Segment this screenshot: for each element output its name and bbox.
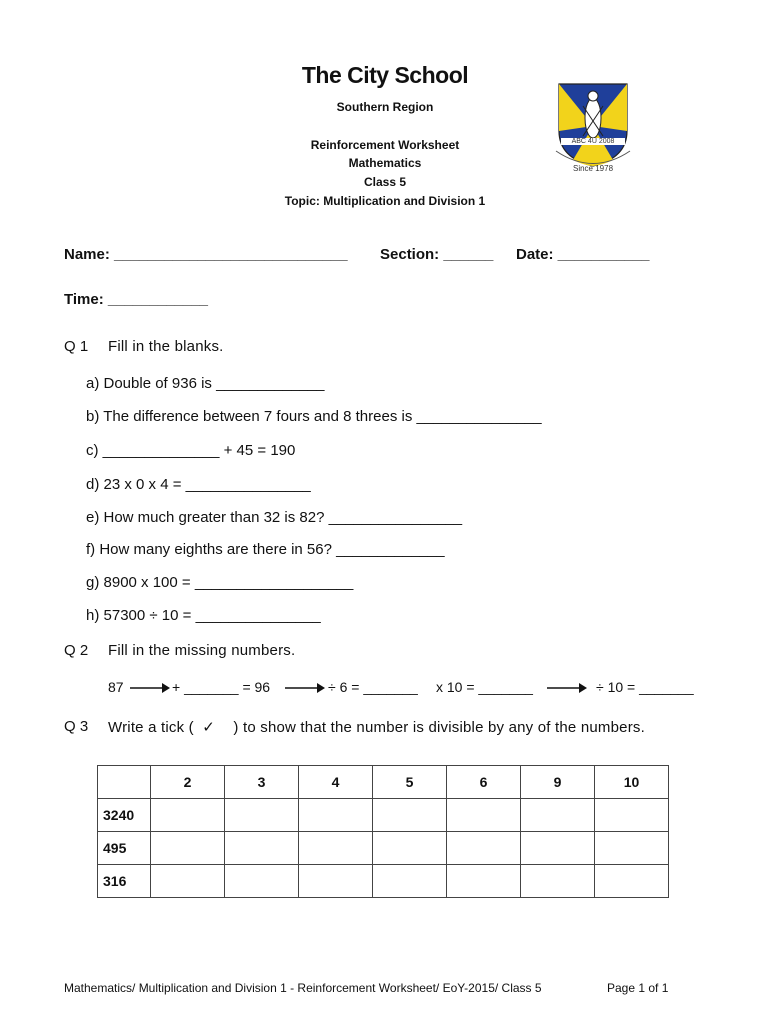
table-row	[98, 865, 669, 898]
worksheet-title: Reinforcement Worksheet	[310, 138, 460, 152]
q3-text-before: Write a tick (	[108, 719, 194, 736]
checkmark-icon: ✓	[202, 719, 216, 736]
q1-item-c: c) ______________ + 45 = 190	[86, 442, 296, 459]
column-header: 2	[151, 766, 225, 799]
answer-cell[interactable]	[225, 865, 299, 898]
q1-item-f: f) How many eighths are there in 56? _____________	[86, 541, 445, 558]
class-text: Class 5	[363, 175, 407, 189]
q2-step-2: ÷ 6 = _______	[328, 679, 418, 695]
date-field: Date: ___________	[516, 246, 650, 263]
arrow-right-icon	[285, 682, 325, 694]
school-logo	[553, 76, 633, 176]
answer-cell[interactable]	[521, 832, 595, 865]
answer-cell[interactable]	[595, 799, 669, 832]
q1-item-e: e) How much greater than 32 is 82? ________________	[86, 509, 463, 526]
q1-item-h: h) 57300 ÷ 10 = _______________	[86, 607, 321, 624]
answer-cell[interactable]	[521, 865, 595, 898]
page-number: Page 1 of 1	[607, 981, 669, 995]
q2-step-3: x 10 = _______	[436, 679, 533, 695]
q1-item-g: g) 8900 x 100 = ___________________	[86, 574, 354, 591]
answer-cell[interactable]	[225, 799, 299, 832]
q2-start-number: 87	[108, 679, 124, 695]
logo-since: Since 1978	[572, 164, 614, 173]
q2-number: Q 2	[64, 642, 89, 659]
school-title: The City School	[301, 62, 469, 88]
answer-cell[interactable]	[299, 799, 373, 832]
answer-cell[interactable]	[373, 832, 447, 865]
column-header: 4	[299, 766, 373, 799]
table-row	[98, 832, 669, 865]
column-header: 9	[521, 766, 595, 799]
q1-instruction: Fill in the blanks.	[108, 338, 224, 355]
subject-text: Mathematics	[348, 156, 422, 170]
column-header: 3	[225, 766, 299, 799]
answer-cell[interactable]	[151, 865, 225, 898]
answer-cell[interactable]	[373, 799, 447, 832]
answer-cell[interactable]	[373, 865, 447, 898]
row-label: 3240	[98, 799, 151, 832]
section-field: Section: ______	[380, 246, 494, 263]
q3-instruction	[108, 718, 645, 736]
q1-item-d: d) 23 x 0 x 4 = _______________	[86, 476, 311, 493]
q1-item-a: a) Double of 936 is _____________	[86, 375, 325, 392]
answer-cell[interactable]	[151, 832, 225, 865]
footer-text: Mathematics/ Multiplication and Division 1 - Reinforcement Worksheet/ EoY-2015/ Class 5	[64, 981, 542, 995]
q1-number: Q 1	[64, 338, 89, 355]
topic-text: Topic: Multiplication and Division 1	[284, 194, 486, 208]
q2-step-1: + _______ = 96	[172, 679, 271, 695]
table-row	[98, 799, 669, 832]
divisibility-table	[97, 765, 669, 898]
answer-cell[interactable]	[299, 832, 373, 865]
answer-cell[interactable]	[595, 832, 669, 865]
table-corner-cell	[98, 766, 151, 799]
column-header: 10	[595, 766, 669, 799]
arrow-right-icon	[547, 682, 587, 694]
answer-cell[interactable]	[447, 865, 521, 898]
row-label: 495	[98, 832, 151, 865]
q2-step-4: ÷ 10 = _______	[596, 679, 694, 695]
q1-item-b: b) The difference between 7 fours and 8 threes is _______________	[86, 408, 542, 425]
answer-cell[interactable]	[595, 865, 669, 898]
row-label: 316	[98, 865, 151, 898]
time-field: Time: ____________	[64, 291, 209, 308]
q2-instruction: Fill in the missing numbers.	[108, 642, 296, 659]
arrow-right-icon	[130, 682, 170, 694]
answer-cell[interactable]	[299, 865, 373, 898]
answer-cell[interactable]	[447, 799, 521, 832]
q3-text-after: ) to show that the number is divisible by any of the numbers.	[233, 719, 645, 736]
name-field: Name: ____________________________	[64, 246, 348, 263]
column-header: 6	[447, 766, 521, 799]
column-header: 5	[373, 766, 447, 799]
logo-motto: ABC 4U 2008	[561, 138, 625, 145]
region-text: Southern Region	[336, 100, 434, 114]
answer-cell[interactable]	[225, 832, 299, 865]
table-header-row	[98, 766, 669, 799]
answer-cell[interactable]	[447, 832, 521, 865]
q3-number: Q 3	[64, 718, 89, 735]
answer-cell[interactable]	[151, 799, 225, 832]
answer-cell[interactable]	[521, 799, 595, 832]
